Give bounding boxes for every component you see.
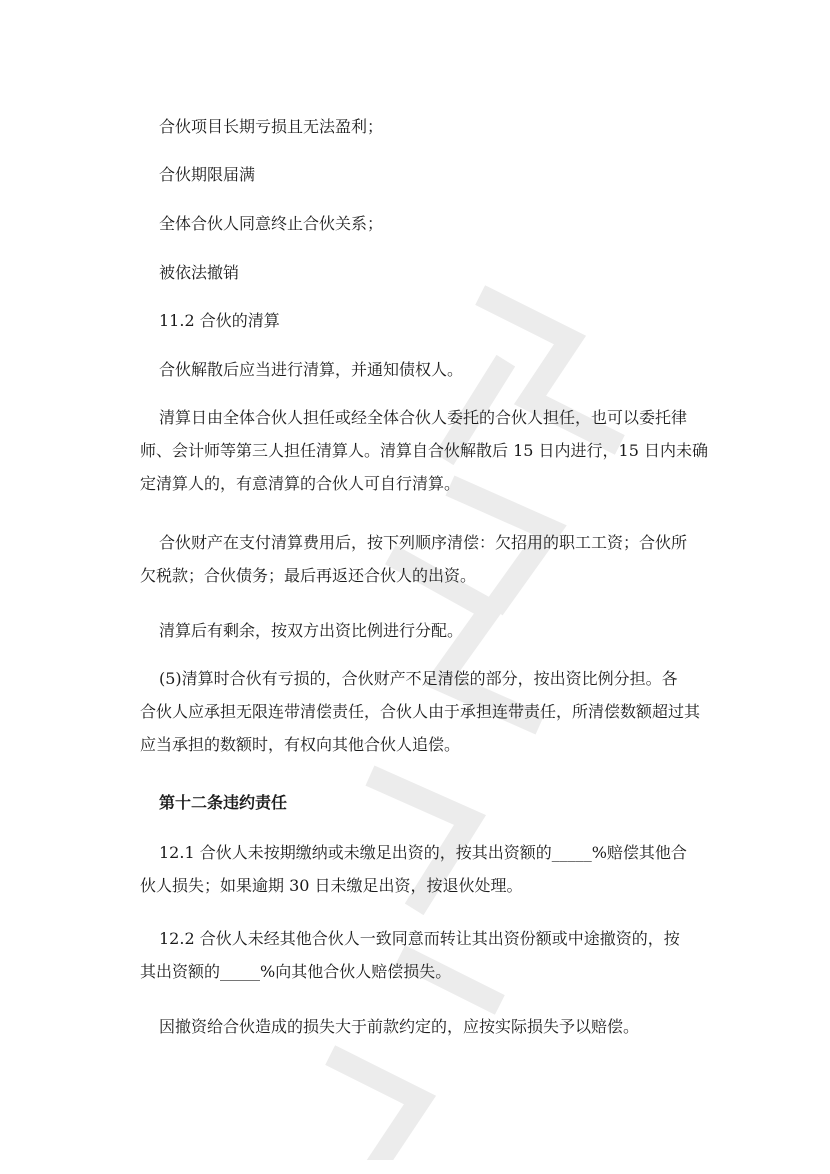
text-line: 其出资额的_____%向其他合伙人赔偿损失。	[140, 962, 452, 981]
text-line: 合伙人应承担无限连带清偿责任，合伙人由于承担连带责任，所清偿数额超过其	[140, 702, 701, 721]
text-line: 清算后有剩余，按双方出资比例进行分配。	[159, 621, 464, 640]
text-line: 全体合伙人同意终止合伙关系；	[159, 214, 384, 233]
text-line: 合伙期限届满	[159, 165, 256, 184]
text-line: 欠税款；合伙债务；最后再返还合伙人的出资。	[140, 566, 477, 585]
text-line: 合伙财产在支付清算费用后，按下列顺序清偿：欠招用的职工工资；合伙所	[159, 533, 688, 552]
text-line: 11.2 合伙的清算	[159, 311, 280, 330]
text-line: 伙人损失；如果逾期 30 日未缴足出资，按退伙处理。	[140, 876, 523, 895]
paragraph-loss-sharing	[140, 662, 700, 761]
text-line: 合伙项目长期亏损且无法盈利；	[159, 117, 384, 136]
text-line: 12.2 合伙人未经其他合伙人一致同意而转让其出资份额或中途撤资的，按	[159, 929, 680, 948]
section-heading-liquidation	[159, 304, 719, 337]
paragraph-12-1	[140, 836, 700, 902]
article-heading-breach	[159, 786, 719, 819]
text-line: 清算日由全体合伙人担任或经全体合伙人委托的合伙人担任，也可以委托律	[159, 408, 688, 427]
paragraph-notify-creditors	[159, 353, 719, 386]
text-line: 应当承担的数额时，有权向其他合伙人追偿。	[140, 735, 461, 754]
text-line: 被依法撤销	[159, 263, 240, 282]
text-line: 师、会计师等第三人担任清算人。清算自合伙解散后 15 日内进行，15 日内未确	[140, 441, 708, 460]
paragraph-all-partners-agree	[159, 207, 719, 240]
paragraph-12-2	[140, 922, 700, 988]
text-line: 合伙解散后应当进行清算，并通知债权人。	[159, 360, 464, 379]
paragraph-liquidator	[140, 401, 708, 500]
text-line: (5)清算时合伙有亏损的，合伙财产不足清偿的部分，按出资比例分担。各	[159, 669, 678, 688]
paragraph-term-expired	[159, 158, 719, 191]
text-line: 定清算人的，有意清算的合伙人可自行清算。	[140, 474, 461, 493]
text-line: 第十二条违约责任	[159, 793, 288, 812]
text-line: 12.1 合伙人未按期缴纳或未缴足出资的，按其出资额的_____%赔偿其他合	[159, 843, 687, 862]
paragraph-repayment-order	[140, 526, 700, 592]
text-line: 因撤资给合伙造成的损失大于前款约定的，应按实际损失予以赔偿。	[159, 1017, 640, 1036]
paragraph-revoked	[159, 256, 719, 289]
paragraph-loss-condition	[159, 110, 719, 143]
paragraph-withdrawal-damages	[159, 1010, 719, 1043]
paragraph-surplus-distribution	[159, 614, 719, 647]
